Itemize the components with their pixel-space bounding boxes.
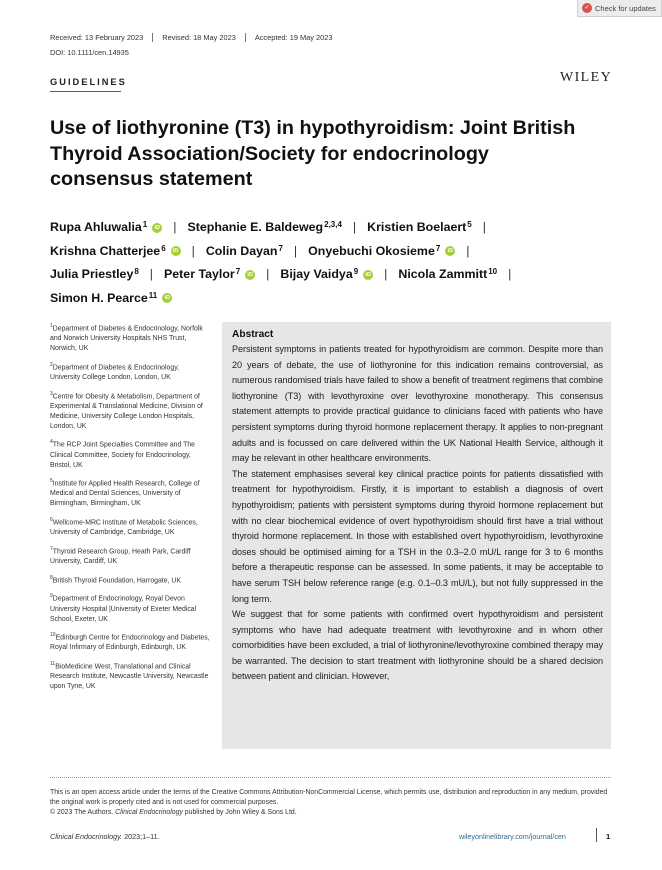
- orcid-icon[interactable]: iD: [445, 246, 455, 256]
- affiliation: [50, 591, 210, 624]
- affiliation-text: Wellcome-MRC Institute of Metabolic Sciences, University of Cambridge, Cambridge, UK: [50, 519, 198, 537]
- author-name: Krishna Chatterjee: [50, 243, 161, 258]
- article-title: Use of liothyronine (T3) in hypothyroidism: Joint British Thyroid Association/Society for endocrinology consensus statement: [50, 117, 576, 190]
- author-affiliation-ref: 7: [278, 243, 283, 253]
- author-name: Simon H. Pearce: [50, 290, 148, 305]
- revised-date: Revised: 18 May 2023: [152, 33, 245, 42]
- affiliation-text: BioMedicine West, Translational and Clinical Research Institute, Newcastle University, Newcastle upon Tyne, UK: [50, 663, 209, 691]
- abstract-heading: Abstract: [232, 329, 274, 340]
- abstract-paragraph: We suggest that for some patients with confirmed overt hypothyroidism and persistent symptoms who have had adequate treatment with levothyroxine and in whom other comorbidities have been excluded, a trial of liothyronine/levothyroxine combined therapy may be warranted. The decision to start treatment with liothyronine should be a shared decision between patient and clinician. However,: [232, 609, 603, 682]
- affiliation: [50, 321, 210, 354]
- citation-journal: Clinical Endocrinology.: [50, 832, 123, 841]
- author-name: Rupa Ahluwalia: [50, 220, 142, 234]
- affiliation-text: Thyroid Research Group, Heath Park, Cardiff University, Cardiff, UK: [50, 548, 191, 566]
- citation-details: 2023;1–11.: [122, 832, 160, 841]
- page-divider: [596, 828, 597, 842]
- author-separator: |: [149, 267, 154, 281]
- journal-url-link[interactable]: wileyonlinelibrary.com/journal/cen: [459, 832, 566, 841]
- publisher-logo: WILEY: [560, 70, 613, 85]
- affiliation-number: 6: [50, 516, 53, 523]
- license-notice: This is an open access article under the terms of the Creative Commons Attribution-NonCommercial License, which permits use, distribution and reproduction in any medium, provided the original work is properly cited and is not used for commercial purposes.: [50, 789, 608, 806]
- affiliation: [50, 360, 210, 383]
- author[interactable]: [206, 240, 283, 264]
- orcid-icon[interactable]: iD: [152, 223, 162, 233]
- affiliation-text: Edinburgh Centre for Endocrinology and Diabetes, Royal Infirmary of Edinburgh, Edinburgh, UK: [50, 634, 210, 652]
- author-separator: |: [191, 243, 195, 258]
- affiliation-number: 8: [50, 574, 53, 581]
- affiliation-list: [50, 321, 210, 698]
- doi[interactable]: DOI: 10.1111/cen.14935: [50, 48, 129, 57]
- affiliation: [50, 437, 210, 470]
- affiliation-text: Institute for Applied Health Research, College of Medical and Dental Sciences, University of Birmingham, Birmingham, UK: [50, 480, 200, 508]
- affiliation-text: Centre for Obesity & Metabolism, Department of Experimental & Translational Medicine, Division of Medicine, University College London Hospitals, London, UK: [50, 392, 203, 430]
- author[interactable]: [367, 216, 472, 240]
- journal-citation: [50, 832, 160, 841]
- author-separator: |: [352, 220, 357, 234]
- author-separator: |: [293, 243, 298, 258]
- copyright-notice: [50, 809, 297, 816]
- author-list: [50, 216, 610, 310]
- affiliation: [50, 544, 210, 567]
- affiliation: [50, 573, 210, 586]
- copyright-prefix: © 2023 The Authors.: [50, 809, 116, 816]
- affiliation: [50, 389, 210, 432]
- copyright-suffix: published by John Wiley & Sons Ltd.: [182, 809, 297, 816]
- affiliation-number: 11: [50, 660, 56, 667]
- author-name: Peter Taylor: [164, 267, 235, 281]
- check-for-updates-label: Check for updates: [595, 3, 656, 13]
- author-affiliation-ref: 2,3,4: [324, 220, 342, 229]
- author-separator: |: [482, 220, 486, 234]
- article-dates: [50, 33, 341, 42]
- author[interactable]: [280, 263, 373, 287]
- affiliation-text: The RCP Joint Specialties Committee and The Clinical Committee, Society for Endocrinology, Bristol, UK: [50, 441, 196, 469]
- author[interactable]: [50, 287, 172, 311]
- author[interactable]: [50, 263, 139, 287]
- author-affiliation-ref: 10: [488, 267, 498, 276]
- footer-divider: [50, 777, 611, 778]
- affiliation-number: 10: [50, 632, 56, 639]
- abstract-box: [222, 322, 611, 749]
- author-affiliation-ref: 8: [134, 267, 139, 276]
- author-affiliation-ref: 6: [161, 243, 166, 253]
- affiliation-number: 9: [50, 593, 53, 600]
- author-separator: |: [466, 243, 470, 258]
- affiliation-number: 4: [50, 439, 53, 446]
- author-line: [50, 263, 610, 287]
- affiliation-number: 1: [50, 323, 53, 329]
- affiliation: [50, 630, 210, 653]
- orcid-icon[interactable]: iD: [171, 246, 181, 256]
- received-date: Received: 13 February 2023: [50, 33, 144, 42]
- author-line: [50, 287, 610, 311]
- abstract-paragraph: The statement emphasises several key clinical practice points for patients dissatisfied with treatment for hypothyroidism. Firstly, it is important to establish a diagnosis of overt hypothyroidism; patients with persistent symptoms during thyroid hormone replacement but with no clear biochemical evidence of overt hypothyroidism should first have a trial without thyroid hormone replacement. In those with established overt hypothyroidism, levothyroxine doses should be optimised aiming for a TSH in the 0.3–2.0 mU/L range for 3 to 6 months before a therapeutic response can be assessed. In some patients, it may be acceptable to have serum TSH below reference range (e.g. 0.1–0.3 mU/L), but not fully suppressed in the long term.: [232, 468, 603, 604]
- affiliation-text: Department of Diabetes & Endocrinology, Norfolk and Norwich University Hospitals NHS Trust, Norwich, UK: [50, 325, 203, 353]
- orcid-icon[interactable]: iD: [363, 270, 373, 280]
- affiliation-text: Department of Endocrinology, Royal Devon University Hospital |University of Exeter Medical School, Exeter, UK: [50, 595, 197, 623]
- check-for-updates-button[interactable]: [577, 0, 662, 17]
- author-affiliation-ref: 9: [353, 267, 359, 276]
- author-line: [50, 216, 610, 240]
- crossmark-icon: ✓: [582, 3, 592, 13]
- orcid-icon[interactable]: iD: [162, 293, 172, 303]
- affiliation-text: Department of Diabetes & Endocrinology, University College London, London, UK: [50, 364, 180, 382]
- author-affiliation-ref: 7: [435, 243, 441, 253]
- author[interactable]: [50, 216, 162, 240]
- author-name: Colin Dayan: [205, 243, 278, 258]
- abstract-paragraph: Persistent symptoms in patients treated for hypothyroidism are common. Despite more than 20 years of debate, the use of liothyronine for this indication remains controversial, as numerous randomised trials have failed to show a benefit of treatment regimens that combine liothyronine (T3) with levothyroxine over levothyroxine monotherapy. This consensus statement attempts to provide practical guidance to clinicians faced with patients who have persistent symptoms during thyroid hormone replacement therapy. It applies to non-pregnant adults and is focussed on care delivered within the UK National Health Service, although it may be relevant in other healthcare environments.: [232, 344, 603, 464]
- author[interactable]: [398, 263, 497, 287]
- copyright-journal: Clinical Endocrinology: [115, 809, 183, 816]
- affiliation-number: 7: [50, 545, 53, 552]
- author-affiliation-ref: 7: [235, 267, 241, 276]
- orcid-icon[interactable]: iD: [245, 270, 255, 280]
- author[interactable]: [164, 263, 255, 287]
- author-affiliation-ref: 1: [142, 220, 148, 229]
- author-separator: |: [173, 220, 177, 234]
- page-number: 1: [606, 832, 611, 841]
- author[interactable]: [308, 240, 455, 264]
- author-name: Stephanie E. Baldeweg: [187, 220, 324, 234]
- author[interactable]: [50, 240, 181, 264]
- author-name: Kristien Boelaert: [367, 220, 467, 234]
- affiliation-text: British Thyroid Foundation, Harrogate, UK: [52, 576, 181, 584]
- author-name: Onyebuchi Okosieme: [308, 243, 435, 258]
- accepted-date: Accepted: 19 May 2023: [245, 33, 342, 42]
- author-name: Nicola Zammitt: [398, 267, 488, 281]
- author-separator: |: [384, 267, 388, 281]
- author-name: Bijay Vaidya: [280, 267, 353, 281]
- affiliation: [50, 659, 210, 692]
- author-name: Julia Priestley: [50, 267, 134, 281]
- affiliation: [50, 515, 210, 538]
- author[interactable]: [187, 216, 341, 240]
- section-label: GUIDELINES: [50, 77, 127, 87]
- affiliation-number: 2: [50, 361, 53, 368]
- affiliation-number: 5: [50, 478, 53, 485]
- affiliation-number: 3: [50, 390, 53, 397]
- section-rule: [50, 91, 121, 92]
- affiliation: [50, 476, 210, 509]
- author-separator: |: [508, 267, 512, 281]
- author-affiliation-ref: 11: [148, 290, 158, 300]
- author-affiliation-ref: 5: [467, 220, 472, 229]
- author-separator: |: [266, 267, 270, 281]
